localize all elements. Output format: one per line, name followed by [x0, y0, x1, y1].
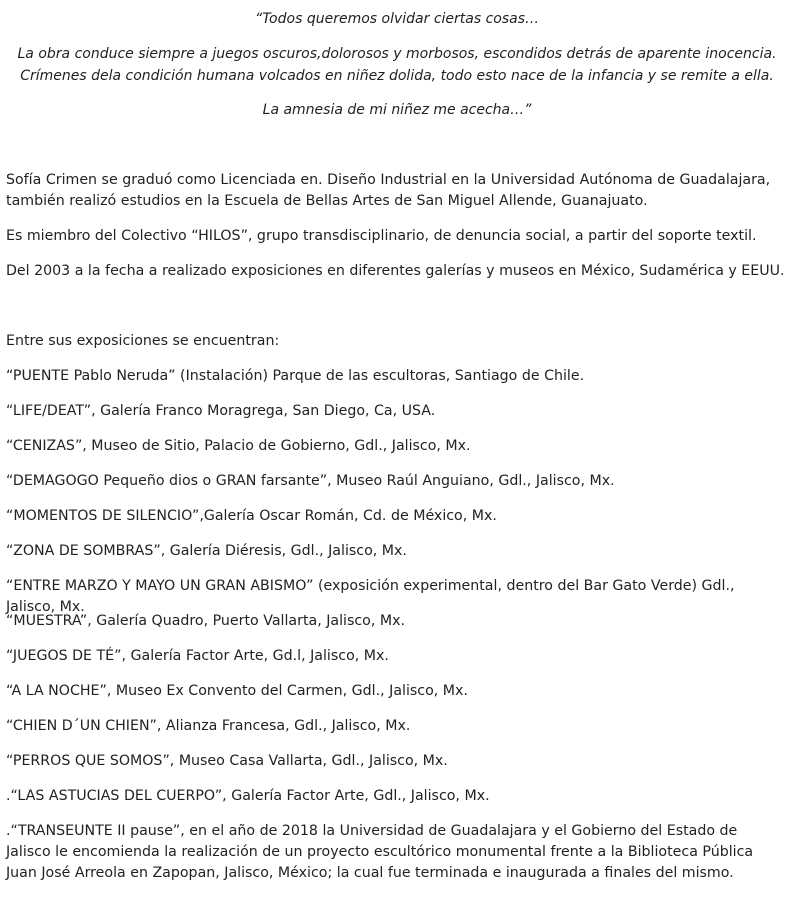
exhibition-item: “MOMENTOS DE SILENCIO”,Galería Oscar Román, Cd. de México, Mx. — [6, 508, 497, 524]
bio-paragraph-1: Sofía Crimen se graduó como Licenciada en. Diseño Industrial en la Universidad Autónoma de Guadalajara, también realizó estudios en la Escuela de Bellas Artes de San Miguel Allende, Guanajuato. — [6, 172, 771, 209]
exhibition-item: “A LA NOCHE”, Museo Ex Convento del Carmen, Gdl., Jalisco, Mx. — [6, 683, 468, 699]
exhibition-item: “CENIZAS”, Museo de Sitio, Palacio de Gobierno, Gdl., Jalisco, Mx. — [6, 438, 471, 454]
bio-paragraph-3: Del 2003 a la fecha a realizado exposiciones en diferentes galerías y museos en México, Sudamérica y EEUU. — [6, 263, 785, 279]
exhibition-item: “LIFE/DEAT”, Galería Franco Moragrega, San Diego, Ca, USA. — [6, 403, 436, 419]
exhibitions-heading: Entre sus exposiciones se encuentran: — [6, 333, 280, 349]
exhibition-final-paragraph: .“TRANSEUNTE II pause”, en el año de 2018 la Universidad de Guadalajara y el Gobierno del Estado de Jalisco le encomienda la realización de un proyecto escultórico monumental frente a la Biblioteca Pública Juan José Arreola en Zapopan, Jalisco, México; la cual fue terminada e inaugurada a finales del mismo. — [6, 823, 754, 881]
exhibition-item: “CHIEN D´UN CHIEN”, Alianza Francesa, Gdl., Jalisco, Mx. — [6, 718, 411, 734]
exhibition-item: “DEMAGOGO Pequeño dios o GRAN farsante”, Museo Raúl Anguiano, Gdl., Jalisco, Mx. — [6, 473, 615, 489]
exhibition-item: “ENTRE MARZO Y MAYO UN GRAN ABISMO” (exposición experimental, dentro del Bar Gato Verde) Gdl., Jalisco, Mx. — [6, 578, 735, 615]
quote-line-2: La obra conduce siempre a juegos oscuros,dolorosos y morbosos, escondidos detrás de aparente inocencia. Crímenes dela condición humana volcados en niñez dolida, todo esto nace de la infancia y se remite a ella. — [17, 46, 777, 84]
exhibition-item: “PUENTE Pablo Neruda” (Instalación) Parque de las escultoras, Santiago de Chile. — [6, 368, 585, 384]
quote-line-1: “Todos queremos olvidar ciertas cosas… — [254, 11, 540, 27]
exhibition-item: “JUEGOS DE TÉ”, Galería Factor Arte, Gd.l, Jalisco, Mx. — [6, 648, 389, 664]
exhibition-item: “PERROS QUE SOMOS”, Museo Casa Vallarta, Gdl., Jalisco, Mx. — [6, 753, 448, 769]
exhibition-item: “ZONA DE SOMBRAS”, Galería Diéresis, Gdl., Jalisco, Mx. — [6, 543, 407, 559]
exhibition-item: .“LAS ASTUCIAS DEL CUERPO”, Galería Factor Arte, Gdl., Jalisco, Mx. — [6, 788, 490, 804]
exhibition-item: “MUESTRA”, Galería Quadro, Puerto Vallarta, Jalisco, Mx. — [6, 613, 406, 629]
bio-paragraph-2: Es miembro del Colectivo “HILOS”, grupo transdisciplinario, de denuncia social, a partir del soporte textil. — [6, 228, 757, 244]
quote-line-3: La amnesia de mi niñez me acecha…” — [262, 102, 532, 118]
